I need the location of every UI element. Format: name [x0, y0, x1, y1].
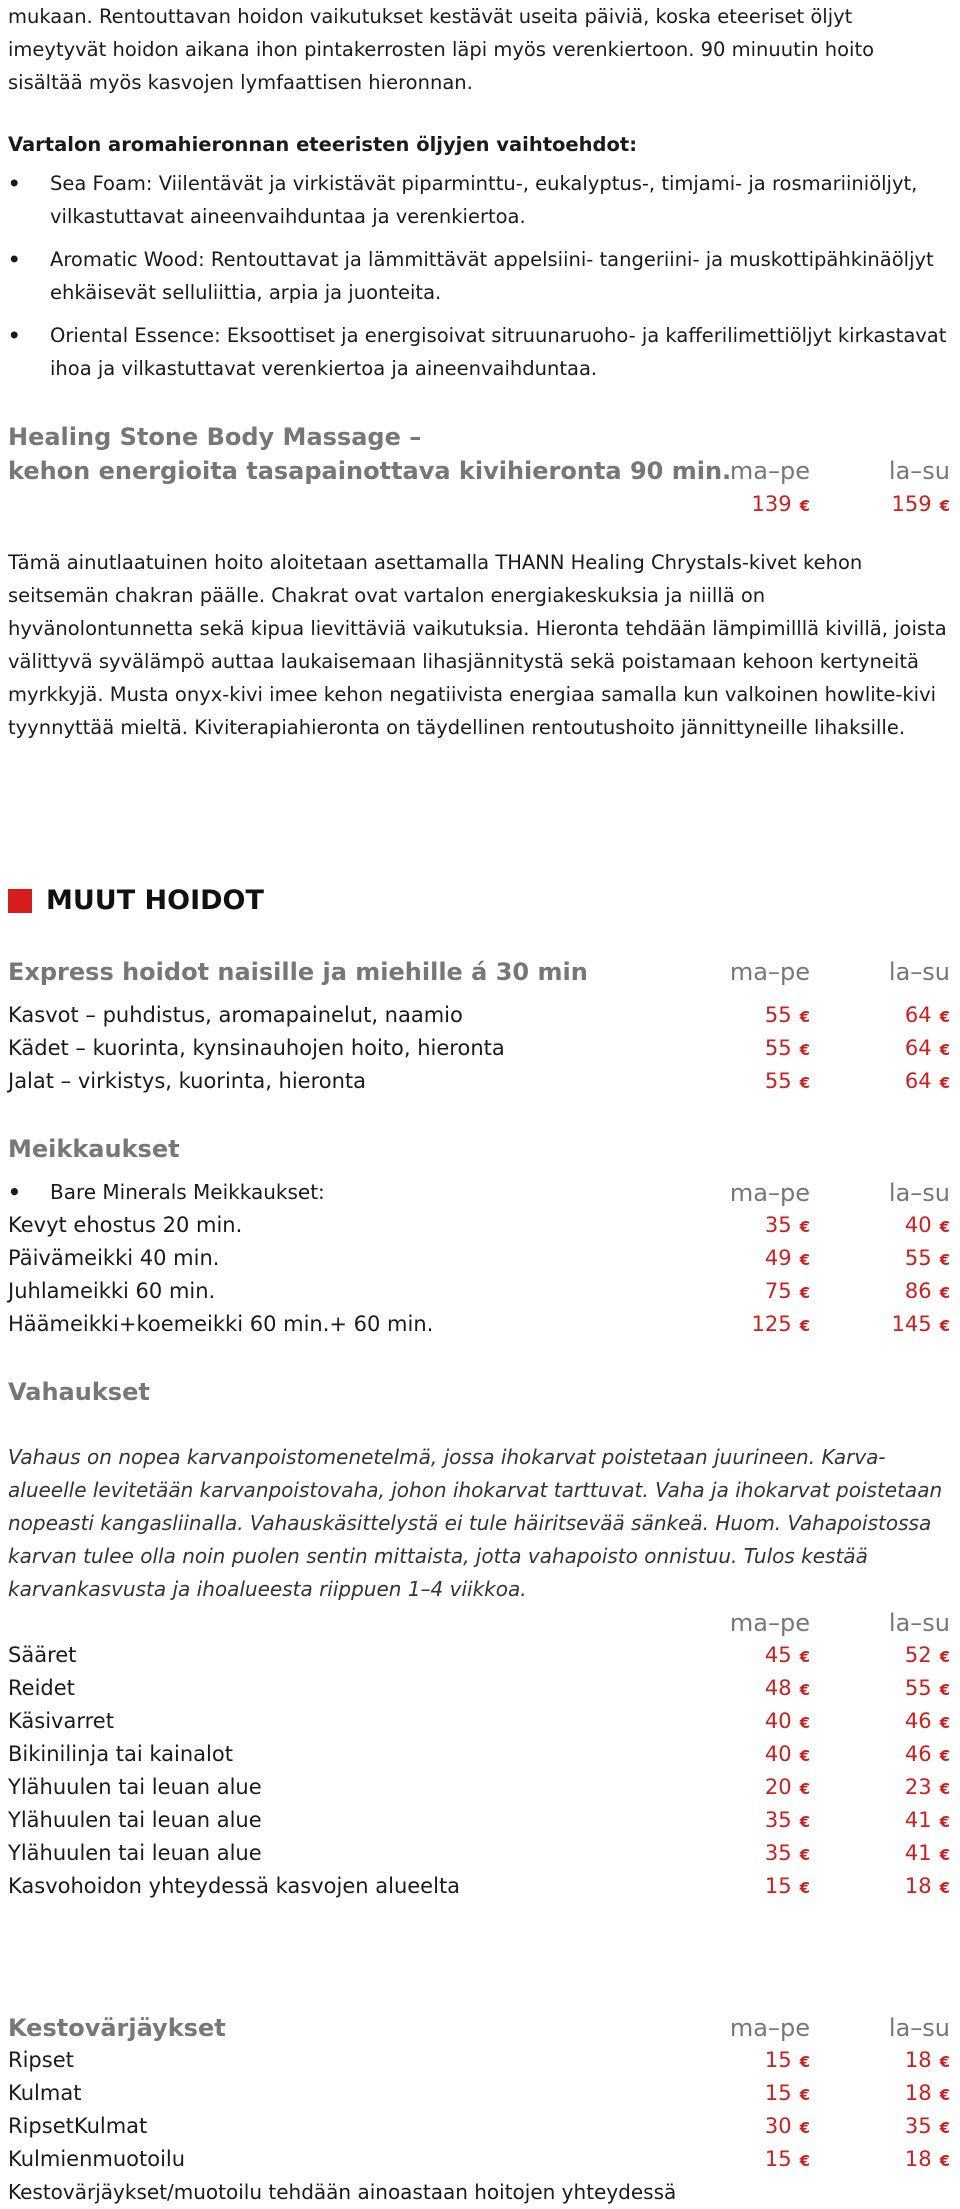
price-weekend: 40 €	[904, 1213, 950, 1237]
oil-item-text: Oriental Essence: Eksoottiset ja energisoivat sitruunaruoho- ja kafferilimettiöljyt kirkastavat ihoa ja vilkastuttavat verenkiertoa ja aineenvaihduntaa.	[50, 324, 947, 380]
express-title: Express hoidot naisille ja miehille á 30 min	[8, 958, 588, 986]
price-weekend: 41 €	[904, 1808, 950, 1832]
price-row-name: Jalat – virkistys, kuorinta, hieronta	[8, 1069, 367, 1093]
price-weekday: 15 €	[764, 1874, 810, 1898]
price-row	[8, 1672, 950, 1705]
price-row	[8, 1804, 950, 1837]
price-row-name: Juhlameikki 60 min.	[8, 1279, 216, 1303]
price-weekday: 55 €	[764, 1003, 810, 1027]
price-row	[8, 1837, 950, 1870]
price-weekday: 40 €	[764, 1709, 810, 1733]
price-row	[8, 999, 950, 1032]
price-weekend: 55 €	[904, 1676, 950, 1700]
meikkaukset-bullet-row	[8, 1176, 950, 1209]
price-row	[8, 1738, 950, 1771]
red-square-icon	[8, 889, 32, 913]
price-weekday: 40 €	[764, 1742, 810, 1766]
meikkaukset-rows	[8, 1209, 950, 1341]
price-row	[8, 1771, 950, 1804]
oil-item	[8, 243, 950, 309]
price-row	[8, 1032, 950, 1065]
oils-heading: Vartalon aromahieronnan eteeristen öljyjen vaihtoehdot:	[8, 133, 637, 156]
price-weekend: 46 €	[904, 1742, 950, 1766]
oil-item	[8, 167, 950, 233]
price-weekday: 20 €	[764, 1775, 810, 1799]
price-row-name: Kulmienmuotoilu	[8, 2147, 186, 2171]
bullet-icon: •	[8, 324, 21, 347]
price-weekend: 64 €	[904, 1069, 950, 1093]
price-weekday: 30 €	[764, 2114, 810, 2138]
vahaukset-description: Vahaus on nopea karvanpoistomenetelmä, jossa ihokarvat poistetaan juurineen. Karva-alueelle levitetään karvanpoistovaha, johon ihokarvat tarttuvat. Vaha ja ihokarvat poistetaan nopeasti kangasliinalla. Vahauskäsittelystä ei tule häiritsevää sänkeä. Huom. Vahapoistossa karvan tulee olla noin puolen sentin mittaista, jotta vahapoisto onnistuu. Tulos kestää karvankasvusta ja ihoalueesta riippuen 1–4 viikkoa.	[8, 1445, 943, 1601]
price-weekend: 86 €	[904, 1279, 950, 1303]
price-weekend: 18 €	[904, 2048, 950, 2072]
intro-paragraph: mukaan. Rentouttavan hoidon vaikutukset kestävät useita päiviä, koska eteeriset öljyt imeytyvät hoidon aikana ihon pintakerrosten läpi myös verenkiertoon. 90 minuutin hoito sisältää myös kasvojen lymfaattisen hieronnan.	[8, 5, 875, 94]
price-row-name: Käsivarret	[8, 1709, 114, 1733]
bullet-icon: •	[8, 172, 21, 195]
vahaukset-rows	[8, 1639, 950, 1903]
price-weekday: 139 €	[751, 492, 810, 516]
price-row	[8, 2077, 950, 2110]
price-row	[8, 1308, 950, 1341]
meikkaukset-section	[8, 1132, 950, 1341]
price-row	[8, 1705, 950, 1738]
col-weekend-label: la–su	[888, 1609, 950, 1637]
price-weekday: 45 €	[764, 1643, 810, 1667]
price-row-name: Sääret	[8, 1643, 77, 1667]
price-row	[8, 1639, 950, 1672]
price-weekend: 46 €	[904, 1709, 950, 1733]
healing-title-line2: kehon energioita tasapainottava kivihieronta 90 min.	[8, 457, 732, 485]
oil-item-text: Sea Foam: Viilentävät ja virkistävät piparminttu-, eukalyptus-, timjami- ja rosmariiniöljyt, vilkastuttavat aineenvaihduntaa ja verenkiertoa.	[50, 172, 918, 228]
meikkaukset-bullet-label: Bare Minerals Meikkaukset:	[50, 1180, 325, 1204]
price-row-name: Kädet – kuorinta, kynsinauhojen hoito, hieronta	[8, 1036, 505, 1060]
col-weekday-label: ma–pe	[729, 457, 810, 485]
price-weekend: 18 €	[904, 1874, 950, 1898]
price-row	[8, 2110, 950, 2143]
price-weekend: 18 €	[904, 2147, 950, 2171]
price-row-name: Bikinilinja tai kainalot	[8, 1742, 233, 1766]
col-weekday-label: ma–pe	[729, 1609, 810, 1637]
price-weekday: 35 €	[764, 1841, 810, 1865]
col-weekend-label: la–su	[888, 2014, 950, 2042]
price-weekend: 52 €	[904, 1643, 950, 1667]
healing-description: Tämä ainutlaatuinen hoito aloitetaan asettamalla THANN Healing Chrystals-kivet kehon seitsemän chakran päälle. Chakrat ovat vartalon energiakeskuksia ja niillä on hyvänolontunnetta sekä kipua lievittäviä vaikutuksia. Hieronta tehdään lämpimilllä kivillä, joista välittyvä syvälämpö auttaa laukaisemaan lihasjännitystä sekä poistamaan kehoon kertyneitä myrkkyjä. Musta onyx-kivi imee kehon negatiivista energiaa samalla kun valkoinen howlite-kivi tyynnyttää mieltä. Kiviterapiahieronta on täydellinen rentoutushoito jännittyneille lihaksille.	[8, 551, 947, 739]
price-weekend: 35 €	[904, 2114, 950, 2138]
price-weekend: 64 €	[904, 1003, 950, 1027]
price-weekday: 55 €	[764, 1036, 810, 1060]
col-weekday-label: ma–pe	[729, 1179, 810, 1207]
price-weekend: 64 €	[904, 1036, 950, 1060]
kesto-header-row	[8, 2011, 950, 2044]
muut-hoidot-heading	[8, 885, 264, 916]
express-header-row	[8, 955, 950, 999]
price-row-name: RipsetKulmat	[8, 2114, 148, 2138]
price-row	[8, 2044, 950, 2077]
price-weekend: 41 €	[904, 1841, 950, 1865]
price-row-name: Päivämeikki 40 min.	[8, 1246, 220, 1270]
price-weekend: 55 €	[904, 1246, 950, 1270]
col-weekday-label: ma–pe	[729, 958, 810, 986]
price-row-name: Reidet	[8, 1676, 75, 1700]
price-row-name: Ylähuulen tai leuan alue	[8, 1841, 262, 1865]
express-section	[8, 955, 950, 1098]
price-row-name: Ylähuulen tai leuan alue	[8, 1808, 262, 1832]
price-weekend: 23 €	[904, 1775, 950, 1799]
price-weekend: 18 €	[904, 2081, 950, 2105]
price-row-name: Häämeikki+koemeikki 60 min.+ 60 min.	[8, 1312, 434, 1336]
bullet-icon: •	[8, 248, 21, 271]
price-weekday: 48 €	[764, 1676, 810, 1700]
price-row	[8, 1242, 950, 1275]
price-row	[8, 1209, 950, 1242]
col-weekday-label: ma–pe	[729, 2014, 810, 2042]
express-rows	[8, 999, 950, 1098]
vahaukset-title: Vahaukset	[8, 1378, 150, 1406]
col-weekend-label: la–su	[888, 457, 950, 485]
price-weekday: 35 €	[764, 1213, 810, 1237]
healing-stone-section	[8, 420, 950, 744]
price-row	[8, 2143, 950, 2176]
kesto-rows	[8, 2044, 950, 2176]
bullet-icon: •	[8, 1180, 21, 1204]
price-row-name: Kevyt ehostus 20 min.	[8, 1213, 243, 1237]
oils-list	[8, 167, 950, 395]
price-weekday: 49 €	[764, 1246, 810, 1270]
price-weekday: 15 €	[764, 2147, 810, 2171]
price-row-name: Kasvot – puhdistus, aromapainelut, naamio	[8, 1003, 463, 1027]
price-row	[8, 1870, 950, 1903]
price-row-name: Ripset	[8, 2048, 74, 2072]
price-weekday: 15 €	[764, 2081, 810, 2105]
kesto-note: Kestovärjäykset/muotoilu tehdään ainoastaan hoitojen yhteydessä	[8, 2180, 677, 2204]
vahaukset-section	[8, 1375, 950, 1903]
kesto-title: Kestovärjäykset	[8, 2014, 226, 2042]
oil-item	[8, 319, 950, 385]
price-weekday: 75 €	[764, 1279, 810, 1303]
price-weekend: 159 €	[891, 492, 950, 516]
col-weekend-label: la–su	[888, 1179, 950, 1207]
price-row	[8, 1065, 950, 1098]
price-weekday: 55 €	[764, 1069, 810, 1093]
kestovarjaykset-section	[8, 2011, 950, 2209]
col-weekend-label: la–su	[888, 958, 950, 986]
muut-hoidot-title: MUUT HOIDOT	[46, 885, 264, 916]
meikkaukset-title: Meikkaukset	[8, 1135, 180, 1163]
healing-header-row	[8, 454, 950, 488]
price-row-name: Ylähuulen tai leuan alue	[8, 1775, 262, 1799]
price-row-name: Kasvohoidon yhteydessä kasvojen alueelta	[8, 1874, 461, 1898]
price-weekend: 145 €	[891, 1312, 950, 1336]
price-weekday: 15 €	[764, 2048, 810, 2072]
price-row-name: Kulmat	[8, 2081, 82, 2105]
price-weekday: 35 €	[764, 1808, 810, 1832]
price-weekday: 125 €	[751, 1312, 810, 1336]
healing-title-line1: Healing Stone Body Massage –	[8, 423, 422, 451]
healing-price-row	[8, 488, 950, 528]
price-row	[8, 1275, 950, 1308]
vahaukset-header-row	[8, 1606, 950, 1639]
oil-item-text: Aromatic Wood: Rentouttavat ja lämmittävät appelsiini- tangeriini- ja muskottipähkinäöljyt ehkäisevät selluliittia, arpia ja juonteita.	[50, 248, 934, 304]
